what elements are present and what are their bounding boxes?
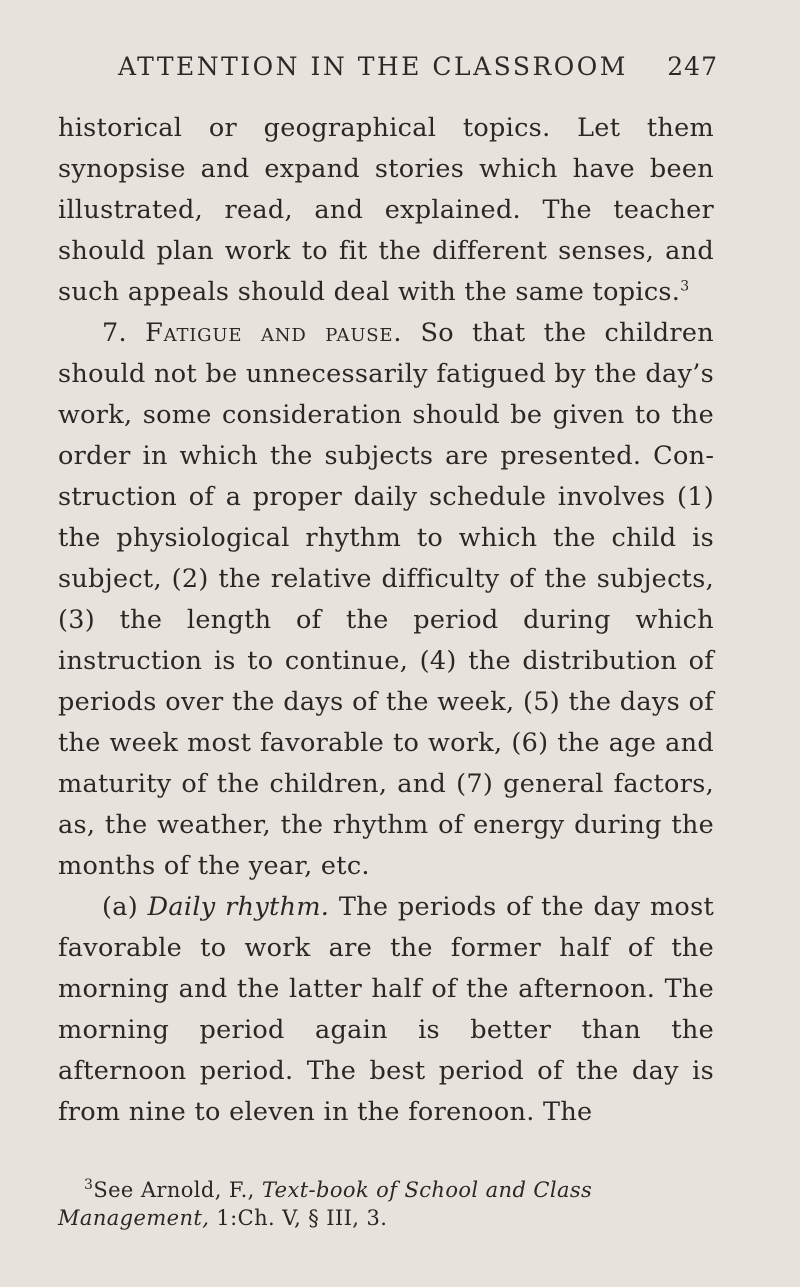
footnote-lead: See Arnold, F., [93,1178,255,1202]
paragraph-fatigue-text: So that the children should not be unnecessarily fatigued by the day’s work, some consideration should be given to the order in which the subjects are presented. Construction of a proper daily schedule involves (1) the physiological rhythm to which the child is subject, (2) the relative difficulty of the subjects, (3) the length of the period during which instruction is to continue, (4) the distribution of periods over the days of the week, (5) the days of the week most favorable to work, (6) the age and maturity of the children, and (7) general factors, as, the weather, the rhythm of energy during the months of the year, etc. [58,318,714,881]
footnote-marker: 3 [84,1177,94,1193]
footnote-reference: 1:Ch. V, § III, 3. [216,1206,388,1230]
paragraph-daily-rhythm [58,887,714,1133]
running-title: ATTENTION IN THE CLASSROOM [118,52,628,81]
page-number: 247 [667,52,718,81]
footnote-ref: 3 [680,278,690,295]
body-text [58,108,714,1133]
footnote-text [58,1176,718,1232]
section-number: 7. [102,318,127,348]
footnote-book-title: Text-book of School and Class Management, [58,1178,593,1230]
paragraph-topics-text: historical or geographical topics. Let them synopsise and expand stories which have been illustrated, read, and explained. The teacher should plan work to fit the different senses, and such appeals should deal with the same topics. [58,113,714,307]
paragraph-daily-rhythm-text: The periods of the day most favorable to work are the former half of the morning and the latter half of the afternoon. The morning period again is better than the afternoon period. The best period of the day is from nine to eleven in the forenoon. The [58,892,715,1127]
paragraph-fatigue [58,313,714,887]
subsection-label: (a) [102,892,138,922]
paragraph-topics [58,108,714,313]
footnote [58,1176,718,1232]
running-head [118,52,718,82]
subsection-heading-daily-rhythm: Daily rhythm. [147,892,330,922]
section-heading-fatigue: Fatigue and pause. [145,318,403,348]
